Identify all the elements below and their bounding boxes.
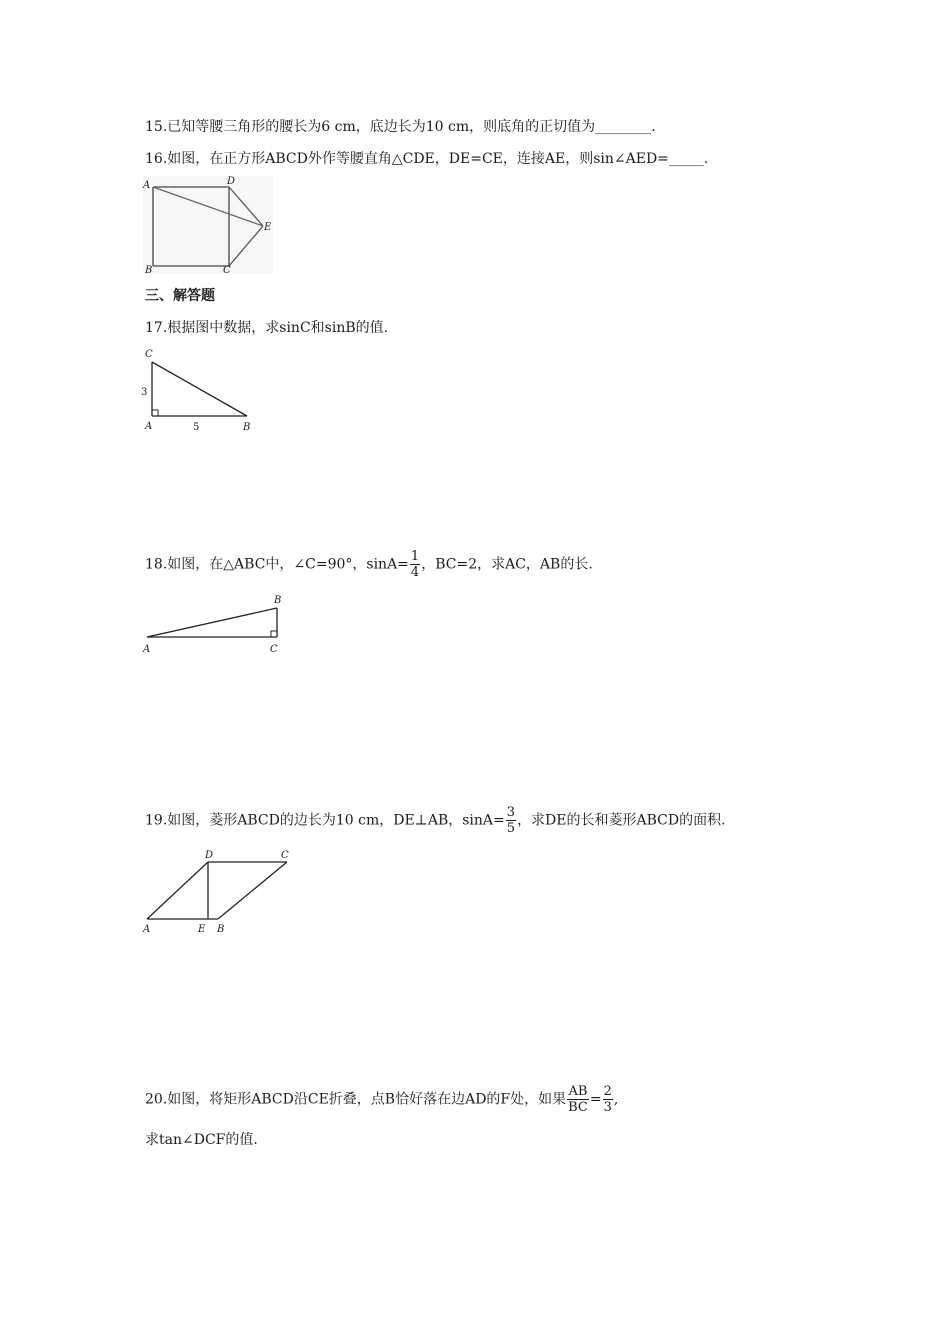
q20-frac2-num: 2 <box>603 1084 612 1099</box>
q20-prefix: 20.如图，将矩形ABCD沿CE折叠，点B恰好落在边AD的F处，如果 <box>145 1091 567 1108</box>
q18-suffix: ，BC=2，求AC，AB的长. <box>421 556 593 573</box>
right-angle-mark <box>271 631 277 637</box>
q20-fraction-ratio <box>603 1084 613 1115</box>
question-20 <box>145 1084 618 1115</box>
q19-frac-den: 5 <box>506 821 516 836</box>
segment-cb <box>152 362 247 416</box>
segment-ab <box>147 608 277 637</box>
label-b: B <box>274 595 282 606</box>
q19-frac-num: 3 <box>506 805 516 820</box>
q20-frac1-den: BC <box>568 1100 588 1115</box>
q19-rhombus-figure <box>140 846 300 936</box>
label-b: B <box>217 924 225 935</box>
q16-square-figure <box>140 174 280 278</box>
segment-ad <box>147 862 208 919</box>
q17-triangle-figure <box>140 344 260 436</box>
q19-prefix: 19.如图，菱形ABCD的边长为10 cm，DE⊥AB，sinA= <box>145 812 505 829</box>
q20-frac2-den: 3 <box>603 1100 612 1115</box>
right-angle-mark <box>152 410 158 416</box>
label-d: D <box>205 850 214 861</box>
label-c: C <box>223 265 231 276</box>
label-e: E <box>198 924 206 935</box>
label-a: A <box>143 180 151 191</box>
question-16: 16.如图，在正方形ABCD外作等腰直角△CDE，DE=CE，连接AE，则sin∠AED=_____. <box>145 151 709 167</box>
label-c: C <box>145 349 153 360</box>
label-e: E <box>264 222 272 233</box>
question-17: 17.根据图中数据，求sinC和sinB的值. <box>145 320 389 336</box>
label-b: B <box>145 265 153 276</box>
q19-fraction <box>506 805 516 836</box>
q18-frac-num: 1 <box>410 549 420 564</box>
label-c: C <box>270 644 278 655</box>
label-a: A <box>145 421 153 432</box>
q20-fraction-ab-bc <box>567 1084 589 1115</box>
question-20-line2: 求tan∠DCF的值. <box>145 1132 258 1148</box>
label-side-3: 3 <box>141 387 148 398</box>
q19-suffix: ，求DE的长和菱形ABCD的面积. <box>517 812 726 829</box>
q18-prefix: 18.如图，在△ABC中，∠C=90°，sinA= <box>145 556 409 573</box>
label-d: D <box>227 176 236 187</box>
question-18 <box>145 549 593 580</box>
q20-equals: = <box>589 1091 602 1108</box>
question-15: 15.已知等腰三角形的腰长为6 cm，底边长为10 cm，则底角的正切值为________. <box>145 119 656 135</box>
label-b: B <box>243 422 251 433</box>
label-a: A <box>143 644 151 655</box>
q18-triangle-figure <box>140 591 300 657</box>
label-c: C <box>281 850 289 861</box>
label-a: A <box>143 924 151 935</box>
segment-bc <box>218 862 287 919</box>
q20-frac1-num: AB <box>568 1084 588 1099</box>
q18-fraction <box>410 549 420 580</box>
q20-tail: , <box>613 1091 619 1108</box>
q18-frac-den: 4 <box>410 565 420 580</box>
section-title: 三、解答题 <box>145 288 215 304</box>
question-19 <box>145 805 726 836</box>
label-side-5: 5 <box>193 422 200 433</box>
